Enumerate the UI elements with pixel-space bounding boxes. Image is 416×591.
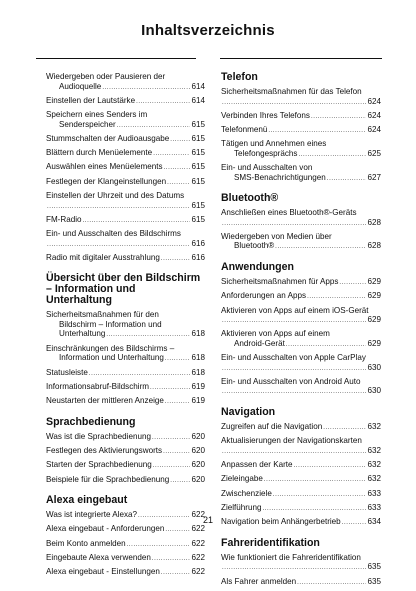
toc-entry-text: Festlegen des Aktivierungsworts [46,445,163,455]
toc-entry-text: Neustarten der mittleren Anzeige [46,396,164,406]
toc-entry-text: Beispiele für die Sprachbedienung [46,474,170,484]
leader-dots [294,462,367,472]
toc-page-number: 634 [367,517,381,527]
leader-dots [327,175,367,185]
toc-entry[interactable] [46,191,205,212]
toc-entry-line [46,96,205,108]
toc-entry[interactable] [46,72,205,93]
toc-entry-text: Informationsabruf-Bildschirm [46,381,150,391]
toc-entry-line [46,368,205,380]
toc-entry[interactable] [221,87,381,108]
leader-dots [323,424,366,434]
leader-dots [164,164,191,174]
toc-page-number: 622 [191,552,205,562]
toc-entry-text: Wiedergeben oder Pausieren der [46,72,166,81]
leader-dots [222,99,366,109]
toc-entry-text: Anschließen eines Bluetooth®-Geräts [221,208,357,218]
toc-entry-text: Android-Gerät [234,338,285,348]
toc-entry-text: Anforderungen an Apps [221,291,307,301]
toc-entry-text: Stummschalten der Audioausgabe [46,133,170,143]
toc-entry[interactable] [221,436,381,457]
toc-entry[interactable] [46,446,205,458]
toc-page-number: 632 [367,421,381,431]
toc-entry-line [221,125,381,137]
leader-dots [117,122,191,132]
toc-entry-line [221,446,381,458]
toc-entry-text: Radio mit digitaler Ausstrahlung [46,252,160,262]
toc-page-number: 615 [191,214,205,224]
toc-entry-text: Aktualisierungen der Navigationskarten [221,436,362,446]
toc-entry-text: Als Fahrer anmelden [221,576,297,586]
toc-entry-line [221,315,381,327]
leader-dots [298,151,366,161]
toc-entry-text: Einstellen der Uhrzeit und des Datums [46,191,185,201]
toc-entry[interactable] [221,460,381,472]
toc-page-number: 629 [367,276,381,286]
toc-entry-text: Zwischenziele [221,488,272,498]
left-column [46,72,205,582]
toc-entry[interactable] [46,396,205,408]
toc-entry-line [46,329,205,341]
toc-entry-text: Aktivieren von Apps auf einem iOS-Gerät [221,305,369,315]
toc-entry-text: Information und Unterhaltung [59,353,164,363]
toc-entry[interactable] [221,111,381,123]
leader-dots [165,355,191,365]
toc-entry[interactable] [221,232,381,253]
toc-page-number: 629 [367,338,381,348]
toc-entry-text: Telefonmenü [221,125,268,135]
toc-entry-text: Auswählen eines Menüelements [46,162,163,172]
toc-entry-text: Ein- und Ausschalten von [221,163,313,173]
leader-dots [47,241,190,251]
toc-entry-line [46,396,205,408]
toc-entry[interactable] [221,139,381,160]
leader-dots [152,555,191,565]
leader-dots [170,136,190,146]
toc-entry-text: Tätigen und Annehmen eines [221,139,327,149]
toc-entry-text: Alexa eingebaut - Anforderungen [46,524,165,534]
toc-page-number: 616 [191,238,205,248]
section-heading-line: Navigation [221,405,276,418]
toc-entry-line [46,382,205,394]
section-heading [221,407,381,418]
leader-dots [222,317,366,327]
toc-entry[interactable] [46,229,205,250]
toc-entry-line [221,474,381,486]
toc-entry-text: Statusleiste [46,367,88,377]
toc-page-number: 635 [367,576,381,586]
toc-page-number: 624 [367,96,381,106]
toc-entry-text: Wiedergeben von Medien über [221,231,332,241]
leader-dots [275,243,366,253]
toc-page-number: 620 [191,431,205,441]
toc-entry-line [46,134,205,146]
leader-dots [153,462,191,472]
leader-dots [106,331,190,341]
leader-dots [339,279,366,289]
toc-entry-line [221,489,381,501]
toc-entry-line [46,567,205,579]
leader-dots [163,448,190,458]
section-heading-line: Unterhaltung [46,294,112,307]
leader-dots [165,398,191,408]
leader-dots [264,476,367,486]
toc-page-number: 615 [191,133,205,143]
toc-entry-line [46,201,205,213]
toc-entry[interactable] [46,460,205,472]
toc-page-number: 619 [191,381,205,391]
leader-dots [83,217,191,227]
toc-page-number: 622 [191,567,205,577]
toc-entry[interactable] [46,134,205,146]
toc-page-number: 615 [191,176,205,186]
toc-entry-line [221,291,381,303]
toc-entry-line [46,524,205,536]
toc-entry-text: Was ist die Sprachbedienung [46,431,151,441]
section-heading [221,72,381,83]
toc-entry[interactable] [221,291,381,303]
toc-page-number: 628 [367,217,381,227]
section-heading-line: Alexa eingebaut [46,494,128,507]
toc-page-number: 635 [367,562,381,572]
leader-dots [47,203,190,213]
section-heading [221,538,381,549]
toc-page-number: 632 [367,460,381,470]
toc-entry-text: Aktivieren von Apps auf einem [221,329,330,339]
toc-page-number: 633 [367,488,381,498]
toc-entry[interactable] [221,377,381,398]
toc-entry-line [221,577,381,589]
leader-dots [127,541,191,551]
section-heading [46,273,205,306]
toc-entry-line [46,446,205,458]
header-rule-left [36,58,196,59]
section-heading [221,262,381,273]
toc-entry[interactable] [221,306,381,327]
toc-entry[interactable] [221,503,381,515]
toc-entry[interactable] [46,344,205,365]
toc-entry-line [221,503,381,515]
leader-dots [286,341,367,351]
toc-entry-line [221,422,381,434]
section-heading-line: Bluetooth® [221,192,279,205]
toc-entry[interactable] [46,432,205,444]
toc-entry-line [221,97,381,109]
toc-entry-line [221,111,381,123]
toc-entry-line [221,173,381,185]
toc-entry-text: Einschränkungen des Bildschirms – [46,343,175,353]
toc-entry-line [46,162,205,174]
toc-entry-text: Festlegen der Klangeinstellungen [46,176,167,186]
toc-page-number: 622 [191,538,205,548]
toc-page-number: 628 [367,241,381,251]
toc-entry-line [221,386,381,398]
toc-entry[interactable] [221,163,381,184]
toc-entry-text: Navigation beim Anhängerbetrieb [221,517,341,527]
leader-dots [222,564,366,574]
toc-entry-line [46,253,205,265]
leader-dots [297,579,366,589]
toc-page-number: 618 [191,353,205,363]
toc-entry[interactable] [221,489,381,501]
toc-entry-text: Telefongesprächs [234,148,298,158]
section-heading [46,417,205,428]
toc-entry-text: Zielführung [221,502,262,512]
section-heading [46,495,205,506]
toc-entry[interactable] [221,329,381,350]
toc-entry[interactable] [221,208,381,229]
toc-entry-line [46,215,205,227]
toc-entry[interactable] [46,567,205,579]
toc-entry-text: Blättern durch Menüelemente [46,148,153,158]
leader-dots [136,98,190,108]
toc-entry[interactable] [221,474,381,486]
toc-entry-text: Bluetooth® [234,241,275,251]
toc-entry-text: Anpassen der Karte [221,460,293,470]
section-heading-line: Sprachbedienung [46,415,136,428]
toc-page-number: 620 [191,445,205,455]
toc-entry-line [46,432,205,444]
toc-entry[interactable] [221,353,381,374]
toc-entry[interactable] [46,475,205,487]
section-heading [221,193,381,204]
toc-page-number: 629 [367,315,381,325]
toc-entry[interactable] [221,577,381,589]
toc-entry-line [46,553,205,565]
toc-entry-line [221,339,381,351]
page-title: Inhaltsverzeichnis [141,22,275,39]
toc-page-number: 615 [191,162,205,172]
toc-entry-text: Sicherheitsmaßnahmen für das Telefon [221,87,362,96]
toc-entry[interactable] [46,177,205,189]
toc-entry-text: Audioquelle [59,81,102,91]
toc-entry-line [221,460,381,472]
toc-entry-line [221,277,381,289]
toc-page-number: 619 [191,396,205,406]
page-header [0,18,416,56]
toc-page-number: 624 [367,110,381,120]
leader-dots [161,569,191,579]
toc-page-number: 618 [191,367,205,377]
toc-entry-text: Ein- und Ausschalten von Android Auto [221,376,361,386]
toc-page-number: 632 [367,445,381,455]
toc-entry[interactable] [46,553,205,565]
toc-entry[interactable] [46,382,205,394]
toc-entry-text: FM-Radio [46,214,82,224]
toc-entry-text: Starten der Sprachbedienung [46,460,152,470]
toc-page-number: 625 [367,148,381,158]
toc-page-number: 615 [191,200,205,210]
toc-page-number: 632 [367,474,381,484]
toc-entry[interactable] [46,148,205,160]
toc-page-number: 614 [191,95,205,105]
toc-page-number: 622 [191,524,205,534]
section-heading-line: Anwendungen [221,260,294,273]
toc-entry[interactable] [46,96,205,108]
section-heading-line: Übersicht über den Bildschirm [46,272,201,285]
toc-page-number: 630 [367,362,381,372]
leader-dots [89,370,191,380]
toc-entry-line [46,177,205,189]
toc-entry-text: Einstellen der Lautstärke [46,95,136,105]
toc-page-number: 630 [367,386,381,396]
right-column [221,72,381,591]
leader-dots [311,113,367,123]
toc-entry-text: Senderspeicher [59,119,116,129]
leader-dots [263,505,367,515]
toc-entry-text: Sicherheitsmaßnahmen für den [46,310,159,320]
toc-entry[interactable] [46,524,205,536]
toc-page-number: 616 [191,252,205,262]
toc-entry[interactable] [46,253,205,265]
toc-entry[interactable] [221,125,381,137]
toc-entry-line [46,120,205,132]
header-rule-right [220,58,382,59]
toc-entry-line [221,241,381,253]
toc-entry-text: Was ist integrierte Alexa? [46,510,138,520]
toc-entry[interactable] [46,162,205,174]
toc-entry-text: Zieleingabe [221,474,263,484]
toc-entry[interactable] [221,422,381,434]
toc-page-number: 614 [191,81,205,91]
toc-entry-text: Ein- und Ausschalten von Apple CarPlay [221,353,366,363]
toc-entry-text: Speichern eines Senders im [46,110,148,120]
toc-page-number: 624 [367,125,381,135]
toc-entry[interactable] [46,110,205,131]
leader-dots [222,448,366,458]
leader-dots [150,384,190,394]
toc-entry-text: Sicherheitsmaßnahmen für Apps [221,276,339,286]
toc-entry-line [46,539,205,551]
toc-entry-line [46,475,205,487]
toc-entry-text: Eingebaute Alexa verwenden [46,552,151,562]
toc-entry[interactable] [46,310,205,341]
toc-page-number: 615 [191,148,205,158]
leader-dots [170,477,190,487]
toc-entry-text: Zugreifen auf die Navigation [221,421,323,431]
toc-entry-text: Wie funktioniert die Fahreridentifikation [221,552,361,562]
toc-entry-line [221,149,381,161]
toc-page-number: 622 [191,510,205,520]
toc-entry[interactable] [46,368,205,380]
toc-entry-line [221,363,381,375]
toc-entry-text: Verbinden Ihres Telefons [221,110,310,120]
leader-dots [268,127,366,137]
toc-page-number: 620 [191,474,205,484]
toc-page-number: 629 [367,291,381,301]
toc-entry[interactable] [46,215,205,227]
toc-entry-line [46,82,205,94]
leader-dots [153,150,190,160]
section-heading-line: Telefon [221,71,258,83]
page-number: 21 [202,515,213,525]
toc-entry-line [221,218,381,230]
toc-entry-text: SMS-Benachrichtigungen [234,172,326,182]
toc-page-number: 620 [191,460,205,470]
leader-dots [307,293,366,303]
toc-page-number: 615 [191,119,205,129]
toc-page-number: 618 [191,329,205,339]
leader-dots [222,388,366,398]
toc-entry-text: Alexa eingebaut - Einstellungen [46,567,160,577]
leader-dots [222,365,366,375]
toc-page-number: 627 [367,172,381,182]
section-heading-line: Fahreridentifikation [221,536,320,549]
leader-dots [273,491,367,501]
toc-entry-line [46,460,205,472]
toc-entry-text: Ein- und Ausschalten des Bildschirms [46,229,181,239]
toc-page-number: 633 [367,502,381,512]
toc-entry[interactable] [46,539,205,551]
leader-dots [167,179,190,189]
section-heading-line: – Information und [46,283,136,296]
leader-dots [152,434,191,444]
toc-entry-line [221,562,381,574]
toc-entry-line [46,148,205,160]
toc-entry[interactable] [221,277,381,289]
leader-dots [222,220,366,230]
toc-entry-text: Unterhaltung [59,329,106,339]
toc-entry-line [46,239,205,251]
toc-entry-text: Bildschirm – Information und [59,319,162,329]
leader-dots [165,526,190,536]
leader-dots [161,255,191,265]
toc-entry-text: Beim Konto anmelden [46,538,126,548]
toc-entry-line [46,353,205,365]
leader-dots [102,84,190,94]
